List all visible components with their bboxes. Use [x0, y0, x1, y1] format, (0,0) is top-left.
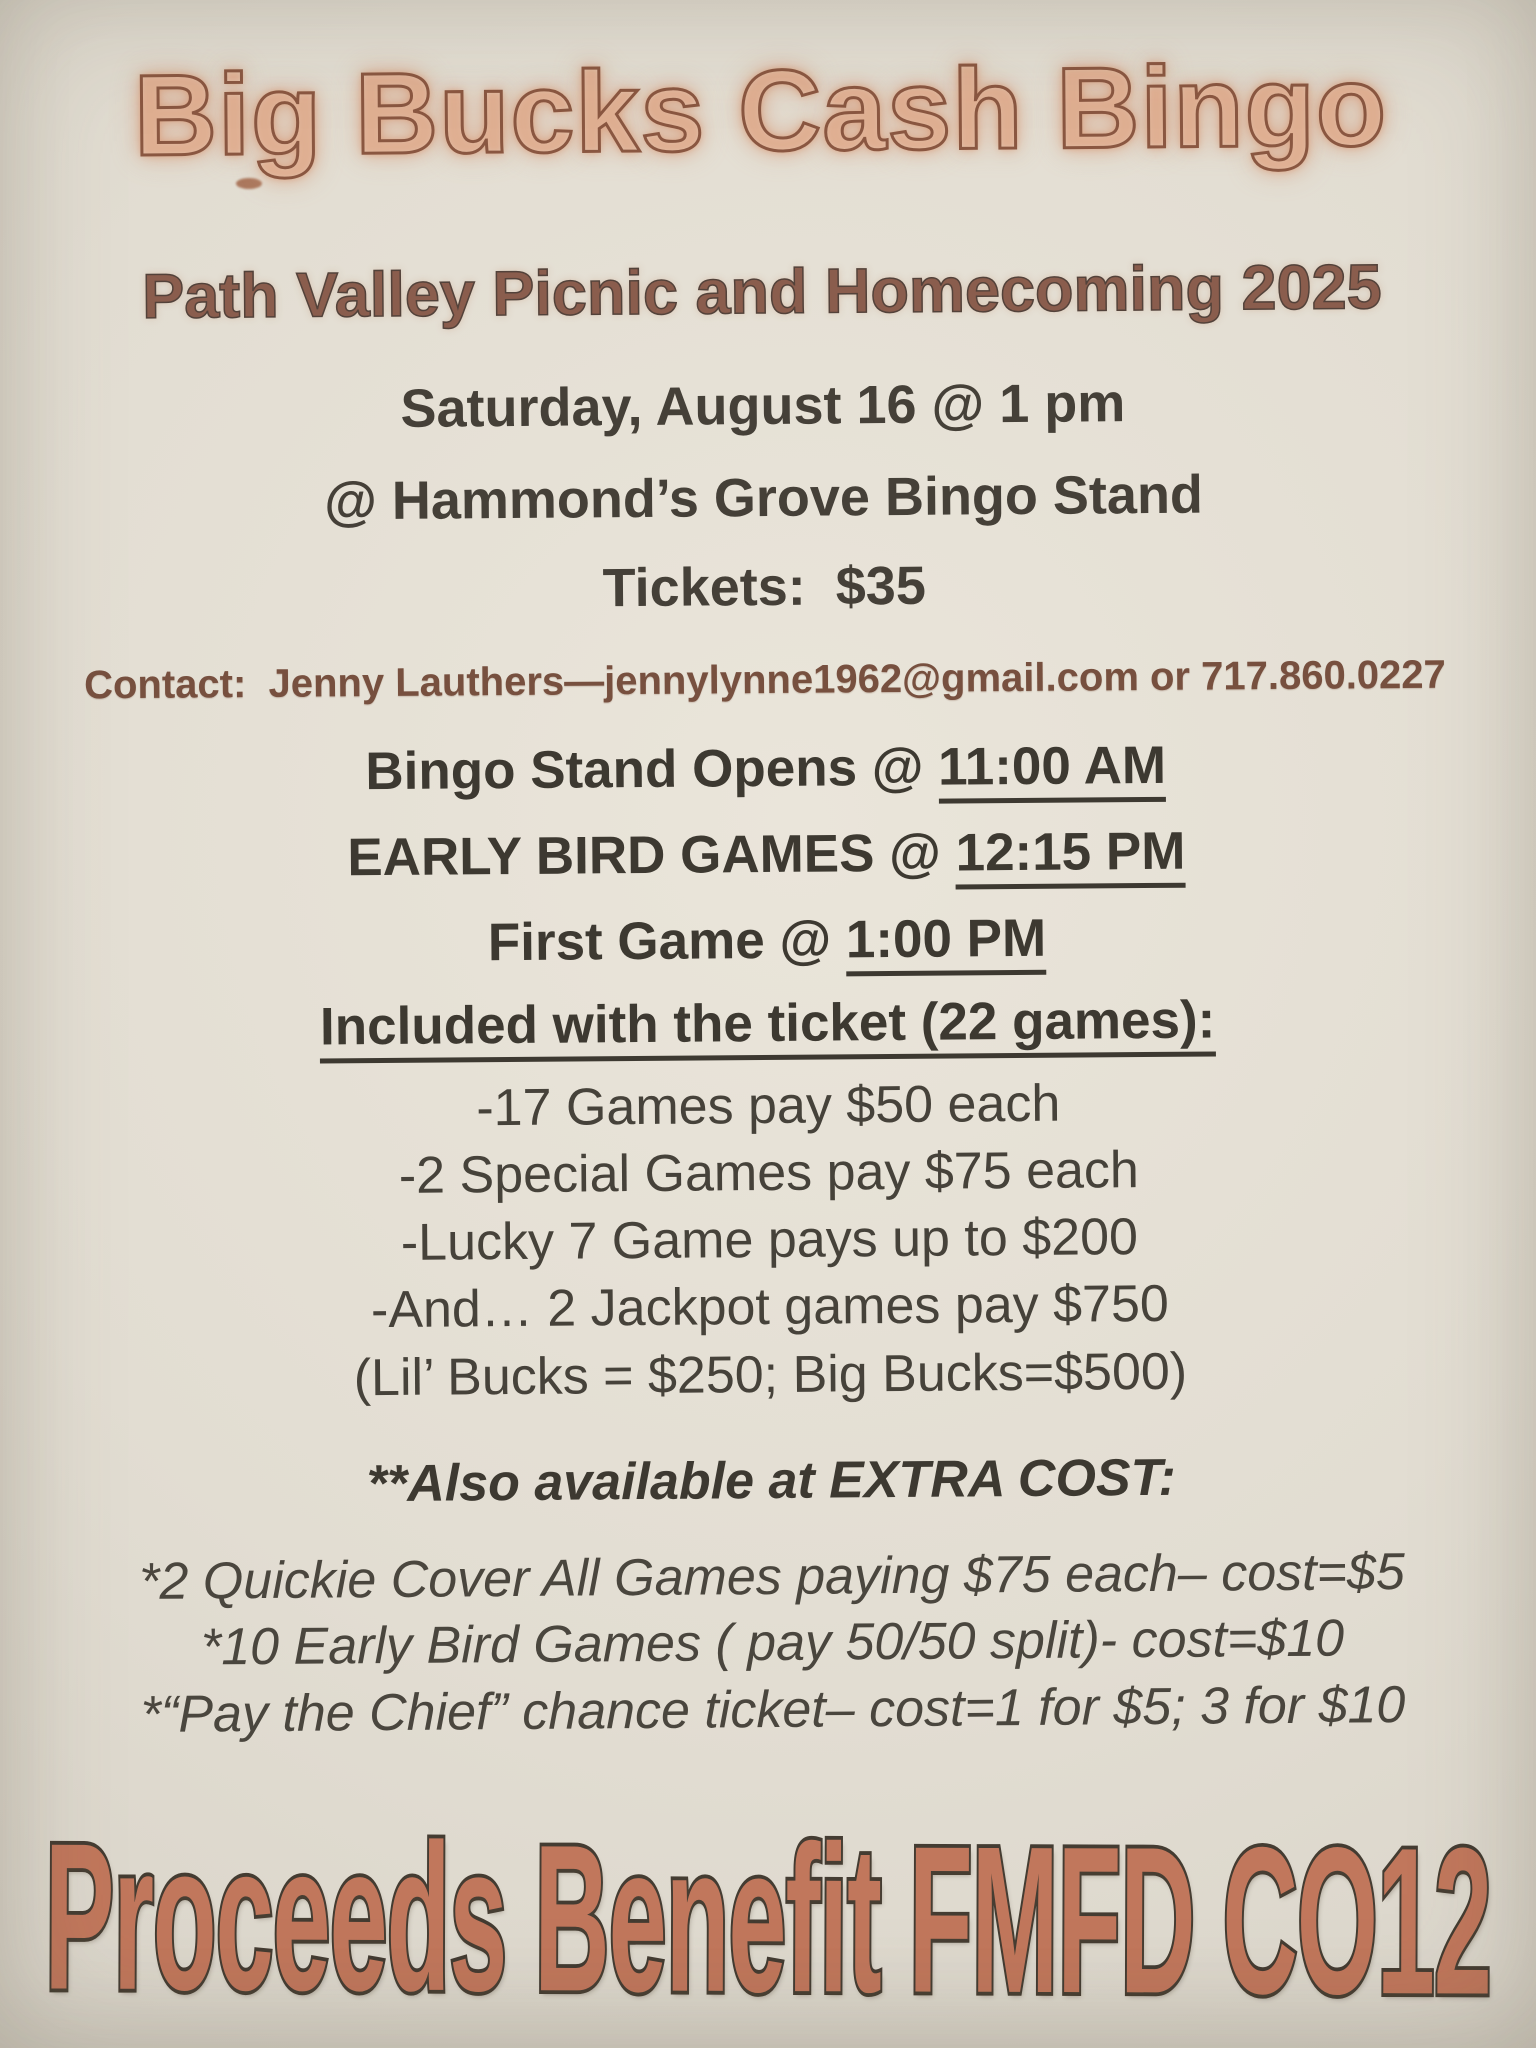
schedule-first-game: [0, 903, 1535, 979]
flyer-title: Big Bucks Cash Bingo: [133, 42, 1388, 180]
extra-cost-heading: **Also available at EXTRA COST:: [366, 1448, 1177, 1513]
flyer-subtitle: Path Valley Picnic and Homecoming 2025: [141, 252, 1382, 332]
event-location: @ Hammond’s Grove Bingo Stand: [323, 464, 1204, 532]
extra-cost-item: *“Pay the Chief” chance ticket– cost=1 for $5; 3 for $10: [140, 1675, 1406, 1744]
included-heading: Included with the ticket (22 games):: [0, 988, 1536, 1061]
flyer-content: [0, 36, 1536, 2048]
schedule-label: EARLY BIRD GAMES @: [347, 823, 956, 888]
proceeds-benefit-text: Proceeds Benefit FMFD CO12: [44, 1800, 1492, 2039]
schedule-time: 12:15 PM: [955, 822, 1185, 890]
schedule-time: 1:00 PM: [846, 908, 1047, 976]
schedule-time: 11:00 AM: [938, 736, 1166, 804]
included-item-jackpot-detail: (Lil’ Bucks = $250; Big Bucks=$500): [353, 1342, 1188, 1407]
event-datetime: Saturday, August 16 @ 1 pm: [400, 373, 1126, 440]
schedule-early-bird: [0, 817, 1535, 893]
extra-cost-item: *2 Quickie Cover All Games paying $75 each– cost=$5: [139, 1542, 1405, 1611]
schedule-stand-opens: [0, 731, 1534, 807]
footer-banner: [0, 1800, 1536, 2039]
included-item: -And… 2 Jackpot games pay $750: [370, 1275, 1170, 1340]
included-item: -Lucky 7 Game pays up to $200: [400, 1208, 1139, 1273]
included-item: -2 Special Games pay $75 each: [398, 1141, 1140, 1206]
schedule-label: Bingo Stand Opens @: [365, 738, 939, 802]
extra-cost-item: *10 Early Bird Games ( pay 50/50 split)- cost=$10: [200, 1609, 1345, 1677]
ticket-price: Tickets: $35: [602, 555, 927, 619]
contact-info: Contact: Jenny Lauthers—jennylynne1962@gmail.com or 717.860.0227: [83, 653, 1446, 708]
schedule-label: First Game @: [487, 910, 847, 972]
included-item: -17 Games pay $50 each: [476, 1074, 1061, 1138]
